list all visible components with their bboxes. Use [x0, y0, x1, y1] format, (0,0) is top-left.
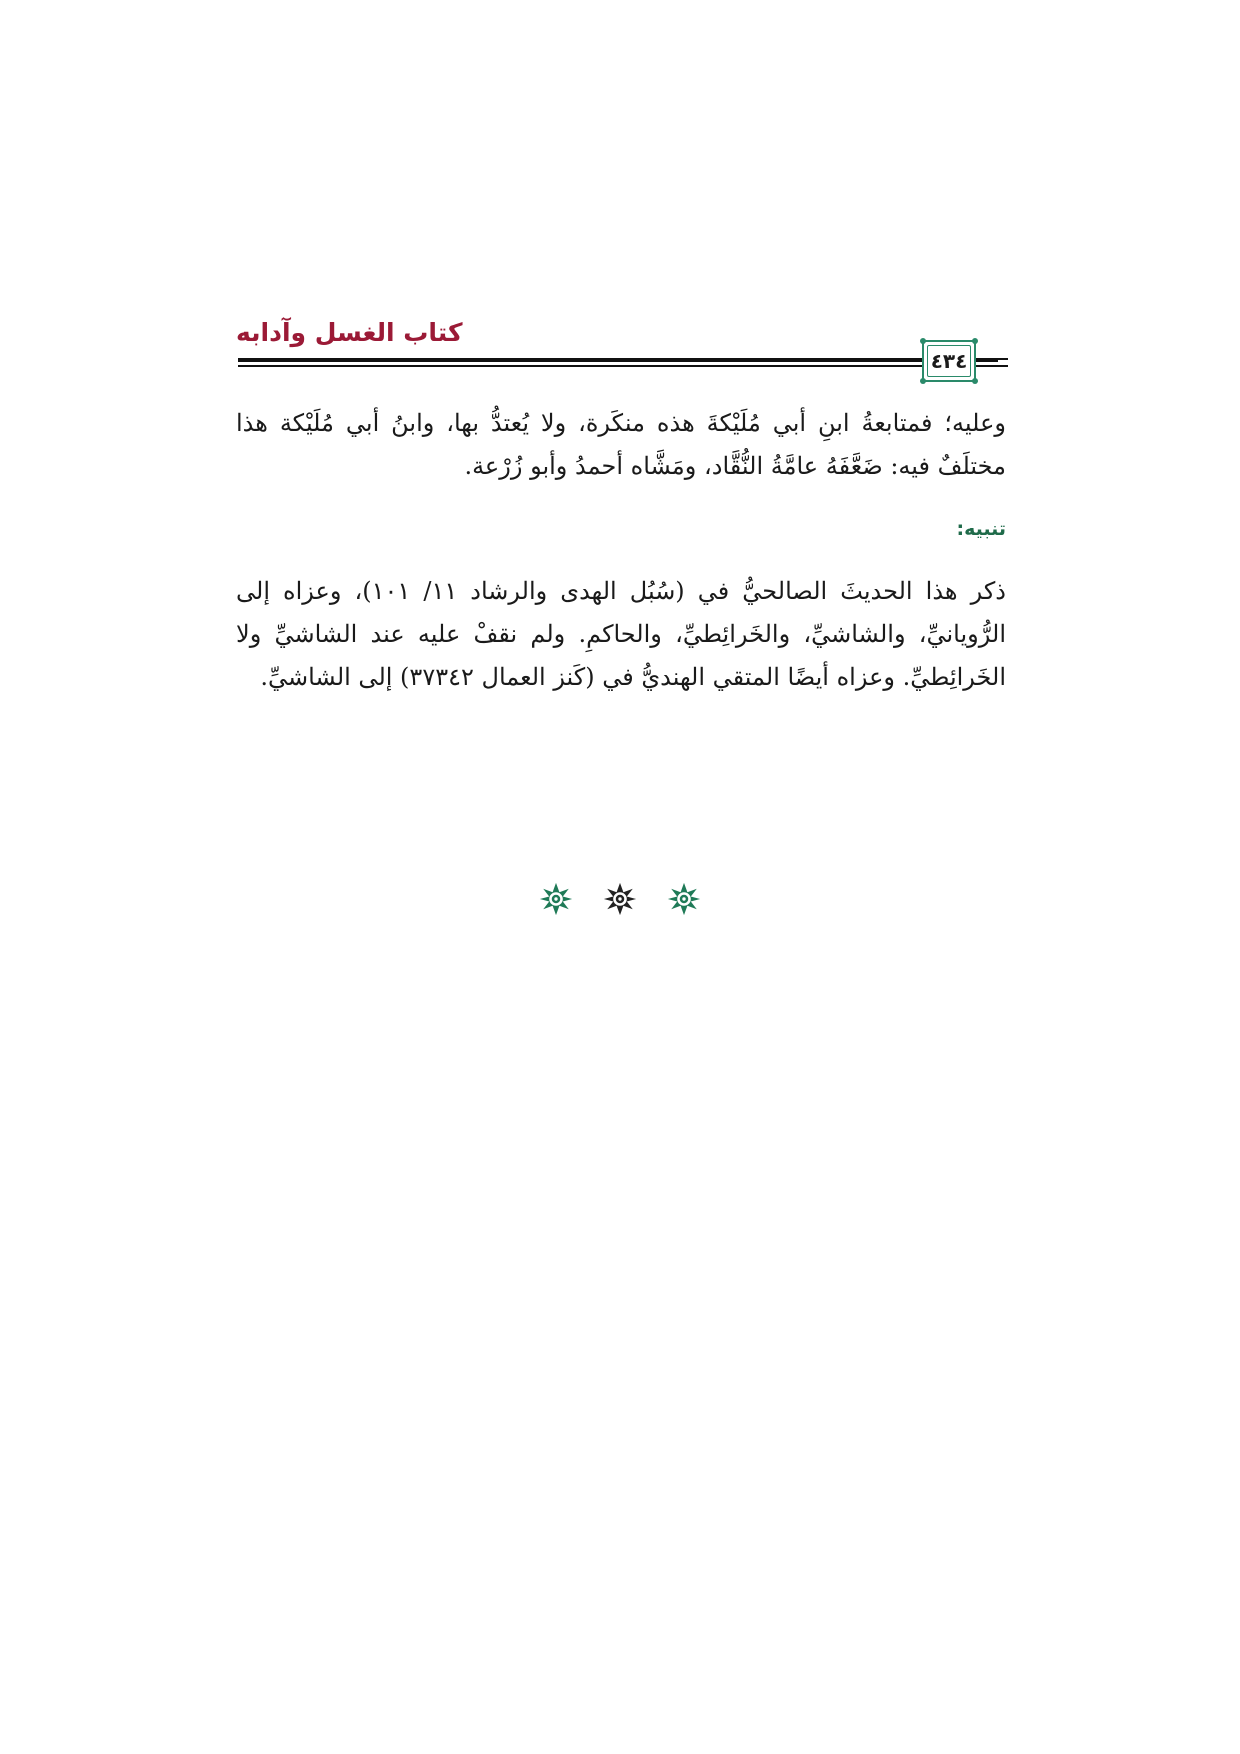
frame-corner-icon — [972, 378, 978, 384]
page-number-frame — [922, 340, 976, 382]
green-star-ornament-icon — [667, 882, 701, 916]
header-rule-thin — [238, 365, 998, 367]
header-rule-stub-bottom — [978, 365, 1008, 367]
page-body — [236, 402, 1006, 699]
header-rule-stub-top — [978, 358, 1008, 360]
dark-star-ornament-icon — [603, 882, 637, 916]
note-heading: تنبيه: — [956, 518, 1006, 540]
page-number: ٤٣٤ — [930, 349, 968, 373]
body-paragraph: وعليه؛ فمتابعةُ ابنِ أبي مُلَيْكةَ هذه منكَرة، ولا يُعتدُّ بها، وابنُ أبي مُلَيْكة هذا مختلَفٌ فيه: ضَعَّفَهُ عامَّةُ النُّقَّاد، ومَشَّاه أحمدُ وأبو زُرْعة. — [236, 409, 1006, 480]
green-star-ornament-icon — [539, 882, 573, 916]
frame-corner-icon — [920, 378, 926, 384]
book-title: كتاب الغسل وآدابه — [236, 318, 463, 347]
section-end-ornaments — [0, 882, 1240, 916]
header-rule-thick — [238, 358, 998, 362]
frame-corner-icon — [920, 338, 926, 344]
frame-corner-icon — [972, 338, 978, 344]
body-paragraph: ذكر هذا الحديثَ الصالحيُّ في (سُبُل الهدى والرشاد ١١/ ١٠١)، وعزاه إلى الرُّويانيِّ، والشاشيِّ، والخَرائِطيِّ، والحاكمِ. ولم نقفْ عليه عند الشاشيِّ ولا الخَرائِطيِّ. وعزاه أيضًا المتقي الهنديُّ في (كَنز العمال ٣٧٣٤٢) إلى الشاشيِّ. — [236, 577, 1006, 691]
